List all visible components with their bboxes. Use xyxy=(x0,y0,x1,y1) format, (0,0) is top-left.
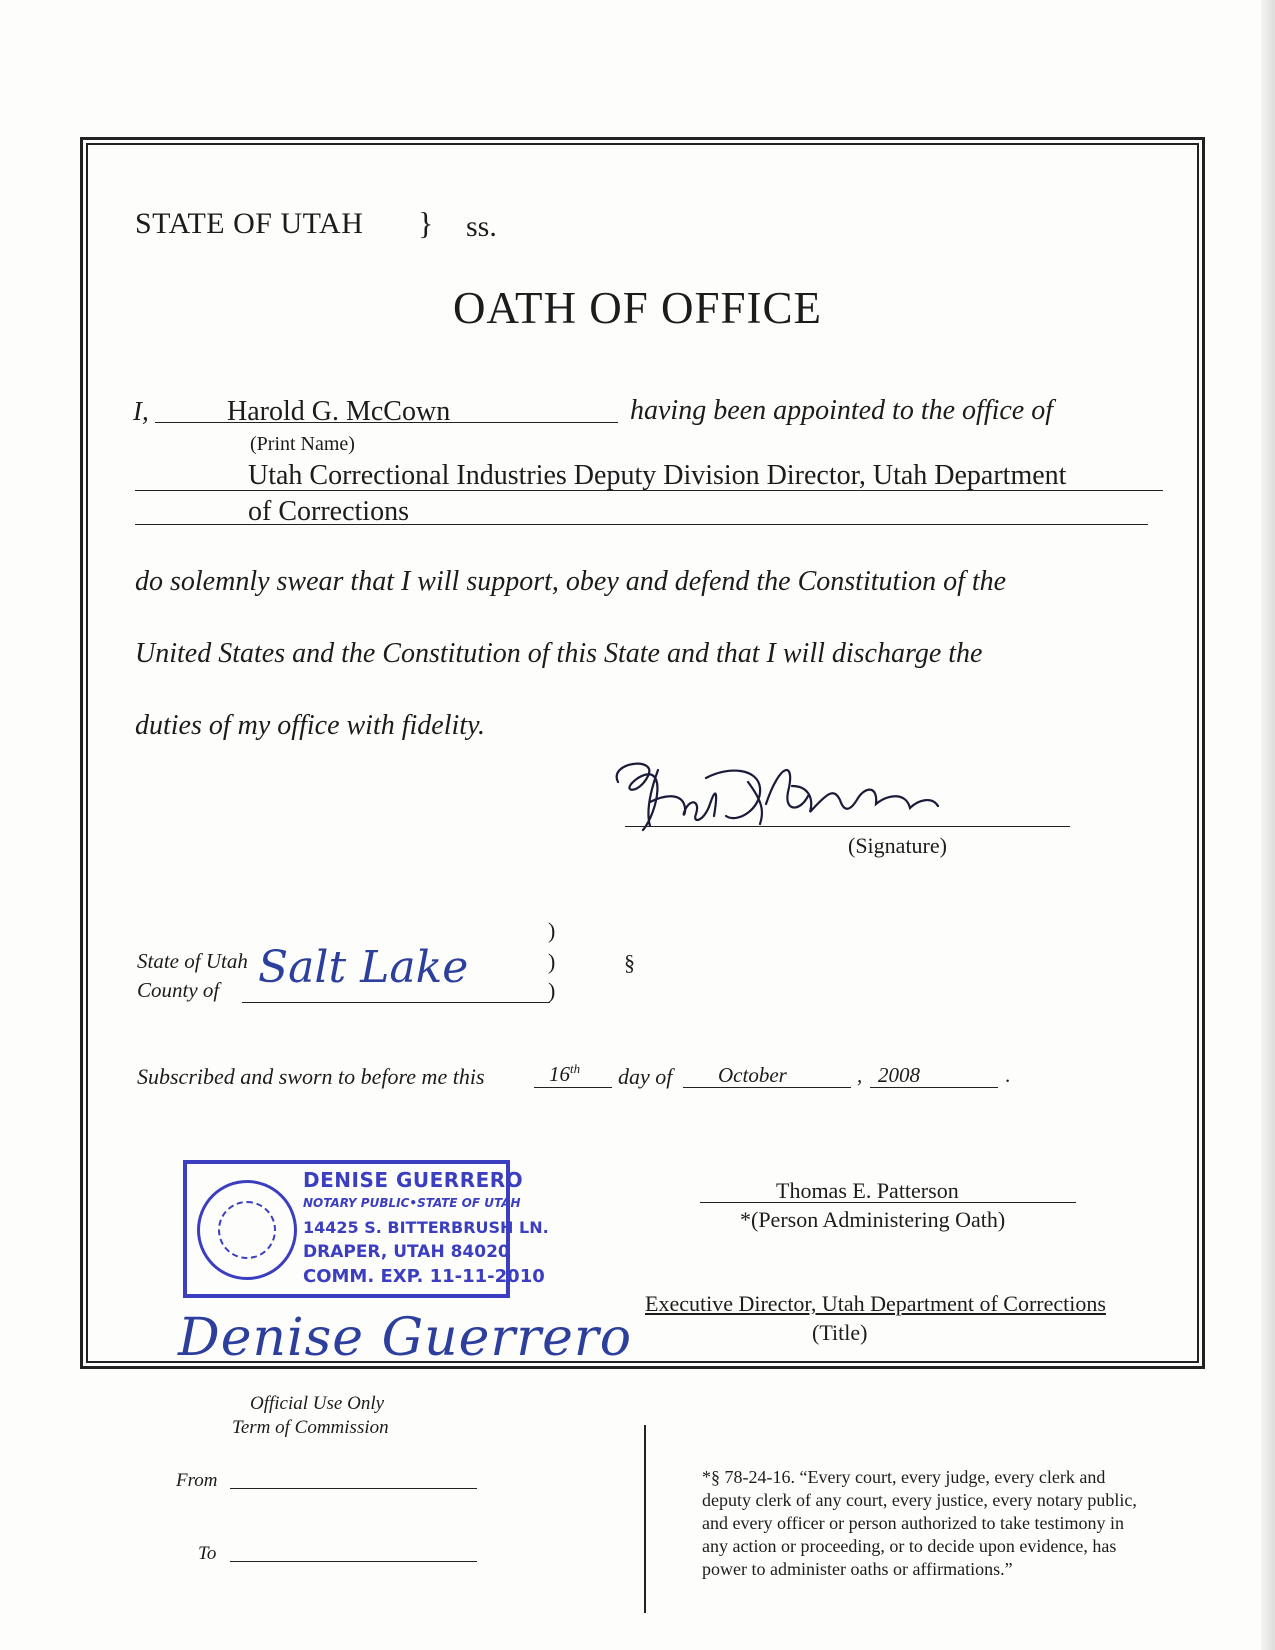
day-line xyxy=(534,1087,612,1088)
from-label: From xyxy=(176,1470,218,1491)
year-value: 2008 xyxy=(878,1063,920,1087)
ss-abbreviation: ss. xyxy=(466,210,497,243)
county-line xyxy=(242,1002,550,1003)
signature-line xyxy=(625,826,1070,827)
county-handwritten: Salt Lake xyxy=(258,942,469,993)
notary-signature: Denise Guerrero xyxy=(178,1308,633,1368)
state-seal-icon xyxy=(197,1180,297,1280)
venue-county-label: County of xyxy=(137,978,220,1002)
footer-divider xyxy=(644,1425,646,1613)
appointee-signature xyxy=(588,742,1008,842)
statute-text xyxy=(702,1466,1202,1581)
stamp-notary-title: NOTARY PUBLIC•STATE OF UTAH xyxy=(303,1196,521,1210)
office-title-line-1: Utah Correctional Industries Deputy Division Director, Utah Department xyxy=(248,460,1067,491)
state-heading: STATE OF UTAH xyxy=(135,207,364,240)
oath-text-line-1: do solemnly swear that I will support, obey and defend the Constitution of the xyxy=(135,566,1007,597)
stamp-city: DRAPER, UTAH 84020 xyxy=(303,1242,510,1262)
office-title-line-2: of Corrections xyxy=(248,496,409,527)
title-label: (Title) xyxy=(812,1320,868,1345)
term-of-commission-label: Term of Commission xyxy=(232,1417,389,1438)
notary-stamp xyxy=(183,1160,549,1298)
oath-text-line-2: United States and the Constitution of this State and that I will discharge the xyxy=(135,638,983,669)
i-word: I, xyxy=(133,396,149,426)
appointment-phrase: having been appointed to the office of xyxy=(630,395,1054,426)
brace-symbol: } xyxy=(418,205,434,241)
date-period: . xyxy=(1005,1063,1011,1087)
subscribed-text: Subscribed and sworn to before me this xyxy=(137,1064,485,1089)
page-edge-shadow xyxy=(1261,0,1275,1650)
document-title: OATH OF OFFICE xyxy=(452,283,823,333)
date-comma: , xyxy=(857,1063,863,1087)
stamp-address: 14425 S. BITTERBRUSH LN. xyxy=(303,1218,549,1237)
day-of-text: day of xyxy=(618,1064,673,1089)
administrator-name: Thomas E. Patterson xyxy=(776,1178,959,1203)
venue-paren-1: ) xyxy=(548,918,556,943)
oath-text-line-3: duties of my office with fidelity. xyxy=(135,710,485,741)
to-label: To xyxy=(198,1543,217,1564)
appointee-name: Harold G. McCown xyxy=(227,396,451,427)
administrator-label: *(Person Administering Oath) xyxy=(740,1207,1006,1232)
stamp-notary-name: DENISE GUERRERO xyxy=(303,1168,524,1192)
official-use-title: Official Use Only xyxy=(250,1393,385,1414)
venue-paren-2: ) xyxy=(548,949,556,974)
month-value: October xyxy=(718,1063,787,1087)
day-value: 16th xyxy=(549,1061,581,1086)
venue-paren-3: ) xyxy=(548,978,556,1003)
from-line xyxy=(230,1488,477,1489)
administrator-title: Executive Director, Utah Department of Corrections xyxy=(645,1291,1106,1316)
print-name-label: (Print Name) xyxy=(250,433,355,455)
statute-line: any action or proceeding, or to decide upon evidence, has xyxy=(702,1536,1117,1556)
to-line xyxy=(230,1561,477,1562)
stamp-expiration: COMM. EXP. 11-11-2010 xyxy=(303,1266,545,1287)
section-symbol: § xyxy=(624,950,635,975)
statute-line: *§ 78-24-16. “Every court, every judge, every clerk and xyxy=(702,1467,1106,1487)
venue-state-label: State of Utah xyxy=(137,949,248,973)
signature-label: (Signature) xyxy=(848,833,947,858)
statute-line: deputy clerk of any court, every justice, every notary public, xyxy=(702,1490,1137,1510)
statute-line: and every officer or person authorized to take testimony in xyxy=(702,1513,1125,1533)
statute-line: power to administer oaths or affirmations.” xyxy=(702,1559,1013,1579)
